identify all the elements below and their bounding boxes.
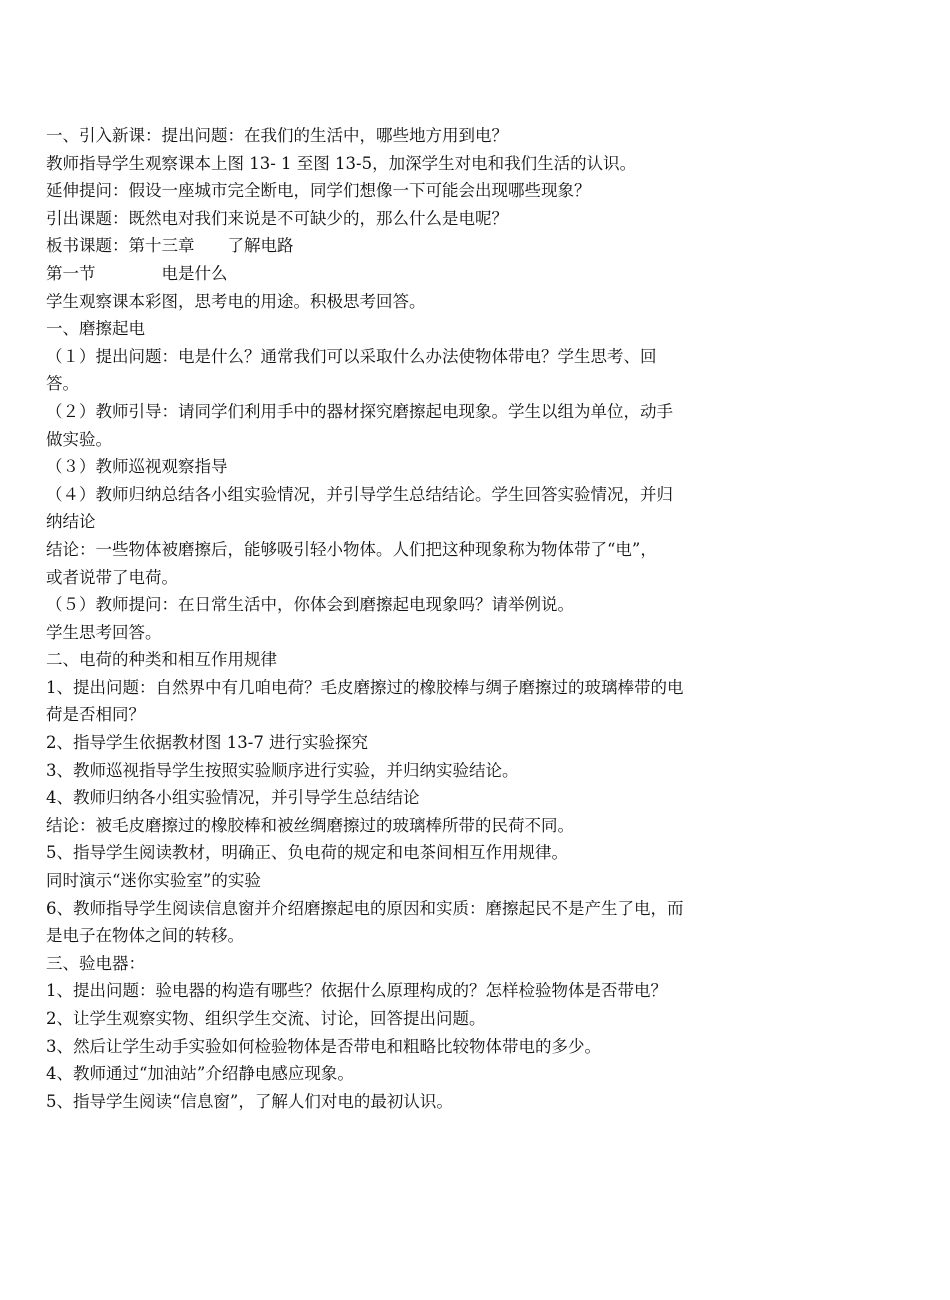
- line-conclusion-1a: 结论：一些物体被磨擦后，能够吸引轻小物体。人们把这种现象称为物体带了“电”，: [46, 539, 657, 559]
- line-step-5: （５）教师提问：在日常生活中，你体会到磨擦起电现象吗？请举例说。: [46, 595, 574, 615]
- line-step-4a: （４）教师归纳总结各小组实验情况，并引导学生总结结论。学生回答实验情况，并归: [46, 484, 673, 504]
- line-heading-electroscope: 三、验电器：: [46, 953, 145, 973]
- line-electroscope-3: 3、然后让学生动手实验如何检验物体是否带电和粗略比较物体带电的多少。: [46, 1036, 601, 1056]
- line-step-2b: 做实验。: [46, 429, 112, 449]
- line-charges-6a: 6、教师指导学生阅读信息窗并介绍磨擦起电的原因和实质：磨擦起民不是产生了电，而: [46, 898, 684, 918]
- line-student-observe: 学生观察课本彩图，思考电的用途。积极思考回答。: [46, 291, 426, 311]
- line-step-1b: 答。: [46, 374, 79, 394]
- line-charges-5: 5、指导学生阅读教材，明确正、负电荷的规定和电茶间相互作用规律。: [46, 843, 568, 863]
- line-electroscope-1: 1、提出问题：验电器的构造有哪些？依据什么原理构成的？怎样检验物体是否带电？: [46, 981, 667, 1001]
- line-extend-question: 延伸提问：假设一座城市完全断电，同学们想像一下可能会出现哪些现象？: [46, 181, 591, 201]
- line-heading-friction: 一、磨擦起电: [46, 319, 145, 339]
- line-electroscope-5: 5、指导学生阅读“信息窗”，了解人们对电的最初认识。: [46, 1091, 453, 1111]
- line-electroscope-2: 2、让学生观察实物、组织学生交流、讨论，回答提出问题。: [46, 1009, 486, 1028]
- line-demo: 同时演示“迷你实验室”的实验: [46, 871, 261, 891]
- line-charges-1a: 1、提出问题：自然界中有几咱电荷？毛皮磨擦过的橡胶棒与绸子磨擦过的玻璃棒带的电: [46, 677, 684, 697]
- line-intro-heading: 一、引入新课：提出问题：在我们的生活中，哪些地方用到电？: [46, 126, 508, 145]
- line-charges-1b: 荷是否相同？: [46, 705, 145, 725]
- line-electroscope-4: 4、教师通过“加油站”介绍静电感应现象。: [46, 1064, 354, 1084]
- line-conclusion-2: 结论：被毛皮磨擦过的橡胶棒和被丝绸磨擦过的玻璃棒所带的民荷不同。: [46, 815, 574, 835]
- line-step-2a: （２）教师引导：请同学们利用手中的器材探究磨擦起电现象。学生以组为单位，动手: [46, 401, 673, 421]
- line-charges-6b: 是电子在物体之间的转移。: [46, 926, 244, 946]
- line-step-3: （３）教师巡视观察指导: [46, 457, 228, 477]
- line-observe-figures: 教师指导学生观察课本上图 13- 1 至图 13-5，加深学生对电和我们生活的认识。: [46, 153, 637, 173]
- line-step-4b: 纳结论: [46, 512, 96, 532]
- line-step-1a: （１）提出问题：电是什么？通常我们可以采取什么办法使物体带电？学生思考、回: [46, 346, 657, 366]
- line-board-title: 板书课题：第十三章 了解电路: [46, 236, 294, 256]
- line-lead-topic: 引出课题：既然电对我们来说是不可缺少的，那么什么是电呢？: [46, 208, 508, 228]
- line-charges-3: 3、教师巡视指导学生按照实验顺序进行实验，并归纳实验结论。: [46, 760, 519, 780]
- line-charges-2: 2、指导学生依据教材图 13-7 进行实验探究: [46, 733, 369, 753]
- line-heading-charges: 二、电荷的种类和相互作用规律: [46, 650, 277, 670]
- document-body: [46, 122, 766, 1115]
- line-conclusion-1b: 或者说带了电荷。: [46, 567, 178, 587]
- line-student-answer: 学生思考回答。: [46, 622, 162, 642]
- line-charges-4: 4、教师归纳各小组实验情况，并引导学生总结结论: [46, 788, 420, 808]
- line-section-title: 第一节 电是什么: [46, 263, 228, 283]
